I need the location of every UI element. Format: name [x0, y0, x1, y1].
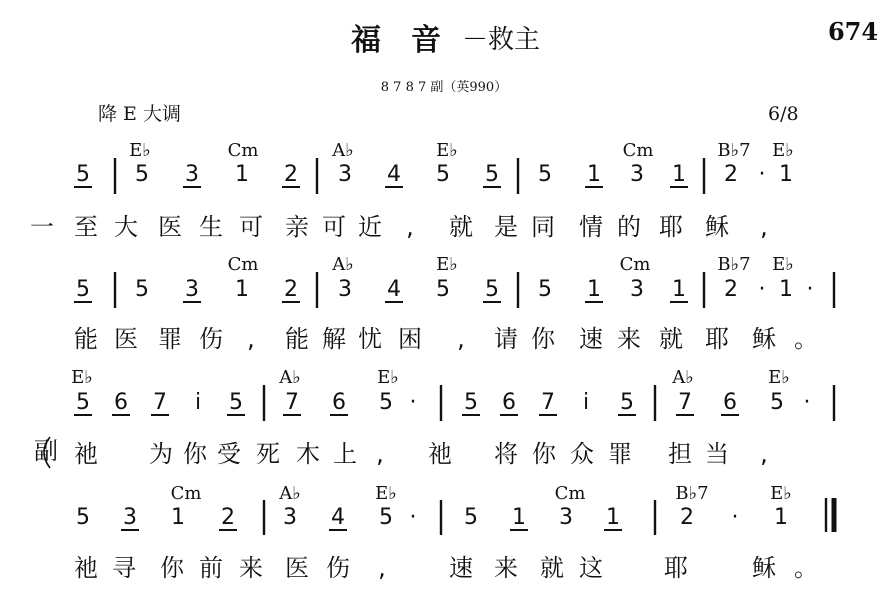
chord-symbol: E♭: [129, 140, 151, 161]
lyric-char: 速: [449, 554, 473, 582]
note: 5: [436, 277, 450, 302]
chord-symbol: Cm: [170, 483, 202, 504]
note: 5: [76, 390, 90, 415]
lyric-char: 一: [30, 213, 54, 241]
note: 5: [379, 505, 393, 530]
lyric-char: 来: [617, 325, 641, 353]
chord-symbol: A♭: [332, 140, 354, 161]
lyric-char: 近: [358, 213, 382, 241]
lyric-char: 祂: [74, 554, 98, 582]
lyric-char: 罪: [608, 440, 632, 468]
chord-symbol: E♭: [71, 367, 93, 388]
note: 3: [630, 162, 644, 187]
note: 2: [221, 505, 235, 530]
meter-line: 8 7 8 7 副（英990）: [380, 80, 508, 95]
lyric-char: 就: [540, 554, 564, 582]
note: i: [194, 390, 202, 415]
note: 2: [284, 277, 298, 302]
hymn-subtitle: －救主: [462, 25, 541, 55]
note: 4: [387, 162, 401, 187]
lyric-char: 伤: [326, 554, 350, 582]
lyric-char: 你: [160, 554, 184, 582]
note: 5: [538, 277, 552, 302]
note: 2: [724, 277, 738, 302]
lyric-char: 耶: [659, 213, 683, 241]
chord-symbol: B♭7: [675, 483, 709, 504]
chord-symbol: E♭: [772, 140, 794, 161]
note: i: [582, 390, 590, 415]
note: 5: [436, 162, 450, 187]
note: 2: [724, 162, 738, 187]
note: 1: [672, 162, 686, 187]
lyric-char: 生: [199, 213, 223, 241]
lyric-char: 众: [570, 440, 594, 468]
chord-symbol: Cm: [554, 483, 586, 504]
lyric-char: 你: [532, 440, 556, 468]
note: 3: [185, 277, 199, 302]
note: 1: [587, 277, 601, 302]
lyric-char: 当: [705, 440, 729, 468]
chord-symbol: Cm: [622, 140, 654, 161]
lyric-char: 是: [494, 213, 518, 241]
lyric-char: 。: [794, 554, 818, 582]
lyric-char: 死: [256, 440, 280, 468]
chord-symbol: E♭: [768, 367, 790, 388]
note: 7: [285, 390, 299, 415]
lyric-char: 木: [296, 440, 320, 468]
note: 5: [464, 390, 478, 415]
lyric-char: 将: [494, 440, 518, 468]
lyric-char: ,: [406, 213, 414, 241]
dot: ·: [731, 505, 739, 530]
lyric-char: 罪: [158, 325, 182, 353]
note: 3: [338, 162, 352, 187]
lyric-char: ,: [760, 213, 768, 241]
lyric-char: 亲: [285, 213, 309, 241]
lyric-char: 可: [322, 213, 346, 241]
lyric-char: 伤: [199, 325, 223, 353]
refrain-mark: 副: [34, 437, 58, 465]
note: 6: [502, 390, 516, 415]
note: 3: [123, 505, 137, 530]
note: 5: [76, 162, 90, 187]
note: 2: [680, 505, 694, 530]
note: 3: [338, 277, 352, 302]
lyric-char: 就: [659, 325, 683, 353]
lyric-char: 你: [183, 440, 207, 468]
lyric-char: 你: [531, 325, 555, 353]
lyric-char: 受: [217, 440, 241, 468]
dot: ·: [758, 162, 766, 187]
music-systems: [30, 140, 834, 582]
lyric-char: 大: [114, 213, 138, 241]
note: 5: [620, 390, 634, 415]
lyric-char: 忧: [358, 325, 382, 353]
note: 1: [774, 505, 788, 530]
note: 4: [331, 505, 345, 530]
lyric-char: 耶: [705, 325, 729, 353]
note: 5: [135, 162, 149, 187]
lyric-char: ,: [247, 325, 255, 353]
lyric-char: 这: [579, 554, 603, 582]
dot: ·: [758, 277, 766, 302]
note: 6: [114, 390, 128, 415]
note: 5: [770, 390, 784, 415]
chord-symbol: E♭: [375, 483, 397, 504]
note: 7: [153, 390, 167, 415]
lyric-char: 医: [114, 325, 138, 353]
dot: ·: [803, 390, 811, 415]
chord-symbol: E♭: [436, 254, 458, 275]
lyric-char: 稣: [752, 325, 776, 353]
note: 3: [630, 277, 644, 302]
lyric-char: ,: [378, 554, 386, 582]
note: 2: [284, 162, 298, 187]
chord-symbol: B♭7: [717, 140, 751, 161]
lyric-char: 稣: [705, 213, 729, 241]
chord-symbol: A♭: [332, 254, 354, 275]
lyric-char: 可: [239, 213, 263, 241]
lyric-char: 稣: [752, 554, 776, 582]
lyric-char: 解: [322, 325, 346, 353]
note: 4: [387, 277, 401, 302]
note: 5: [538, 162, 552, 187]
dot: ·: [409, 390, 417, 415]
lyric-char: 上: [333, 440, 357, 468]
chord-symbol: Cm: [227, 140, 259, 161]
chord-symbol: Cm: [619, 254, 651, 275]
note: 3: [185, 162, 199, 187]
lyric-char: 医: [158, 213, 182, 241]
note: 6: [723, 390, 737, 415]
note: 1: [171, 505, 185, 530]
lyric-char: 就: [449, 213, 473, 241]
lyric-char: 来: [494, 554, 518, 582]
note: 1: [779, 277, 793, 302]
chord-symbol: A♭: [279, 367, 301, 388]
note: 5: [485, 162, 499, 187]
note: 5: [464, 505, 478, 530]
lyric-char: ,: [376, 440, 384, 468]
note: 6: [332, 390, 346, 415]
lyric-char: 同: [531, 213, 555, 241]
chord-symbol: Cm: [227, 254, 259, 275]
lyric-char: 请: [494, 325, 518, 353]
music-line: [30, 140, 794, 241]
lyric-char: 能: [74, 325, 98, 353]
note: 1: [587, 162, 601, 187]
hymn-number: 674: [827, 17, 879, 46]
chord-symbol: B♭7: [717, 254, 751, 275]
lyric-char: 祂: [74, 440, 98, 468]
lyric-char: 医: [285, 554, 309, 582]
chord-symbol: E♭: [377, 367, 399, 388]
chord-symbol: A♭: [672, 367, 694, 388]
note: 1: [606, 505, 620, 530]
note: 5: [485, 277, 499, 302]
chord-symbol: E♭: [436, 140, 458, 161]
final-double-bar: [826, 498, 834, 532]
time-signature: 6/8: [768, 103, 799, 125]
note: 5: [229, 390, 243, 415]
note: 3: [283, 505, 297, 530]
note: 1: [235, 277, 249, 302]
lyric-char: 能: [285, 325, 309, 353]
lyric-char: 耶: [664, 554, 688, 582]
note: 5: [76, 505, 90, 530]
note: 1: [779, 162, 793, 187]
lyric-char: 速: [579, 325, 603, 353]
note: 3: [559, 505, 573, 530]
lyric-char: 情: [579, 213, 603, 241]
key-signature: 降 E 大调: [98, 103, 181, 125]
lyric-char: 担: [668, 440, 692, 468]
hymn-title: 福 音: [351, 23, 441, 58]
chord-symbol: E♭: [772, 254, 794, 275]
lyric-char: 困: [398, 325, 422, 353]
note: 1: [235, 162, 249, 187]
lyric-char: ,: [457, 325, 465, 353]
lyric-char: 祂: [428, 440, 452, 468]
lyric-char: 至: [74, 213, 98, 241]
music-line: [74, 483, 818, 582]
note: 5: [76, 277, 90, 302]
note: 5: [135, 277, 149, 302]
dot: ·: [409, 505, 417, 530]
note: 1: [512, 505, 526, 530]
chord-symbol: E♭: [770, 483, 792, 504]
note: 5: [379, 390, 393, 415]
lyric-char: 的: [617, 213, 641, 241]
note: 7: [678, 390, 692, 415]
lyric-char: 来: [239, 554, 263, 582]
note: 7: [541, 390, 555, 415]
lyric-char: 为: [149, 440, 173, 468]
lyric-char: 前: [199, 554, 223, 582]
music-line: [74, 254, 834, 353]
music-line: [34, 367, 834, 468]
lyric-char: 寻: [112, 554, 136, 582]
lyric-char: 。: [794, 325, 818, 353]
lyric-char: ,: [760, 440, 768, 468]
dot: ·: [806, 277, 814, 302]
chord-symbol: A♭: [279, 483, 301, 504]
note: 1: [672, 277, 686, 302]
